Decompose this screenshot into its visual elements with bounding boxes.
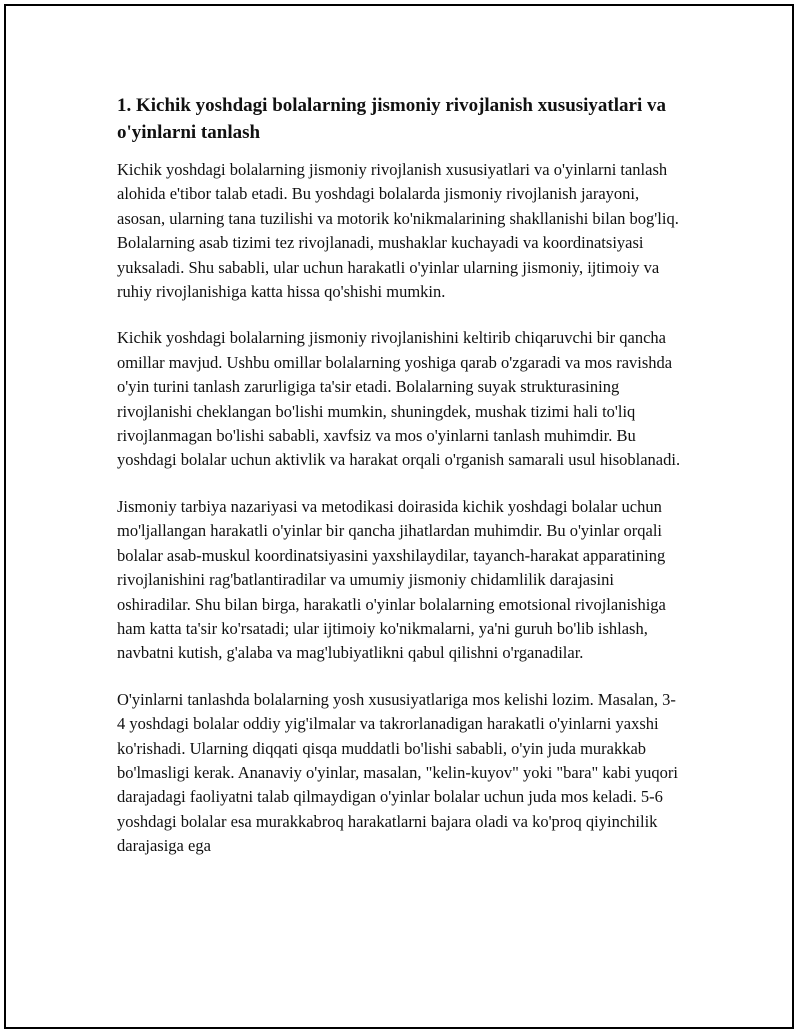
paragraph-4: O'yinlarni tanlashda bolalarning yosh xususiyatlariga mos kelishi lozim. Masalan, 3-4 yoshdagi bolalar oddiy yig'ilmalar va takrorlanadigan harakatli o'yinlarni yaxshi ko'rishadi. Ularning diqqati qisqa muddatli bo'lishi sababli, o'yin juda murakkab bo'lmasligi kerak. Ananaviy o'yinlar, masalan, "kelin-kuyov" yoki "bara" kabi yuqori darajadagi faoliyatni talab qilmaydigan o'yinlar bolalar uchun juda mos keladi. 5-6 yoshdagi bolalar esa murakkabroq harakatlarni bajara oladi va ko'proq qiyinchilik darajasiga ega bbox=[117, 689, 679, 856]
paragraph-1: Kichik yoshdagi bolalarning jismoniy rivojlanish xususiyatlari va o'yinlarni tanlash alohida e'tibor talab etadi. Bu yoshdagi bolalarda jismoniy rivojlanish jarayoni, asosan, ularning tana tuzilishi va motorik ko'nikmalarining shakllanishi bilan bog'liq. Bolalarning asab tizimi tez rivojlanadi, mushaklar kuchayadi va koordinatsiyasi yuksaladi. Shu sababli, ular uchun harakatli o'yinlar ularning jismoniy, ijtimoiy va ruhiy rivojlanishiga katta hissa qo'shishi mumkin. bbox=[117, 160, 679, 302]
section-heading: 1. Kichik yoshdagi bolalarning jismoniy rivojlanish xususiyatlari va o'yinlarni tanlash bbox=[117, 95, 666, 143]
paragraph-2: Kichik yoshdagi bolalarning jismoniy rivojlanishini keltirib chiqaruvchi bir qancha omillar mavjud. Ushbu omillar bolalarning yoshiga qarab o'zgaradi va mos ravishda o'yin turini tanlash zarurligiga ta'sir etadi. Bolalarning suyak strukturasining rivojlanishi cheklangan bo'lishi mumkin, shuningdek, mushak tizimi hali to'liq rivojlanmagan bo'lishi sababli, xavfsiz va mos o'yinlarni tanlash muhimdir. Bu yoshdagi bolalar uchun aktivlik va harakat orqali o'rganish samarali usul hisoblanadi. bbox=[117, 328, 681, 470]
document-body bbox=[117, 92, 683, 881]
paragraph-3: Jismoniy tarbiya nazariyasi va metodikasi doirasida kichik yoshdagi bolalar uchun mo'ljallangan harakatli o'yinlar bir qancha jihatlardan muhimdir. Bu o'yinlar orqali bolalar asab-muskul koordinatsiyasini yaxshilaydilar, tayanch-harakat apparatining rivojlanishini rag'batlantiradilar va umumiy jismoniy chidamlilik darajasini oshiradilar. Shu bilan birga, harakatli o'yinlar bolalarning emotsional rivojlanishiga ham katta ta'sir ko'rsatadi; ular ijtimoiy ko'nikmalarni, ya'ni guruh bo'lib ishlash, navbatni kutish, g'alaba va mag'lubiyatlikni qabul qilishni o'rganadilar. bbox=[117, 496, 666, 663]
